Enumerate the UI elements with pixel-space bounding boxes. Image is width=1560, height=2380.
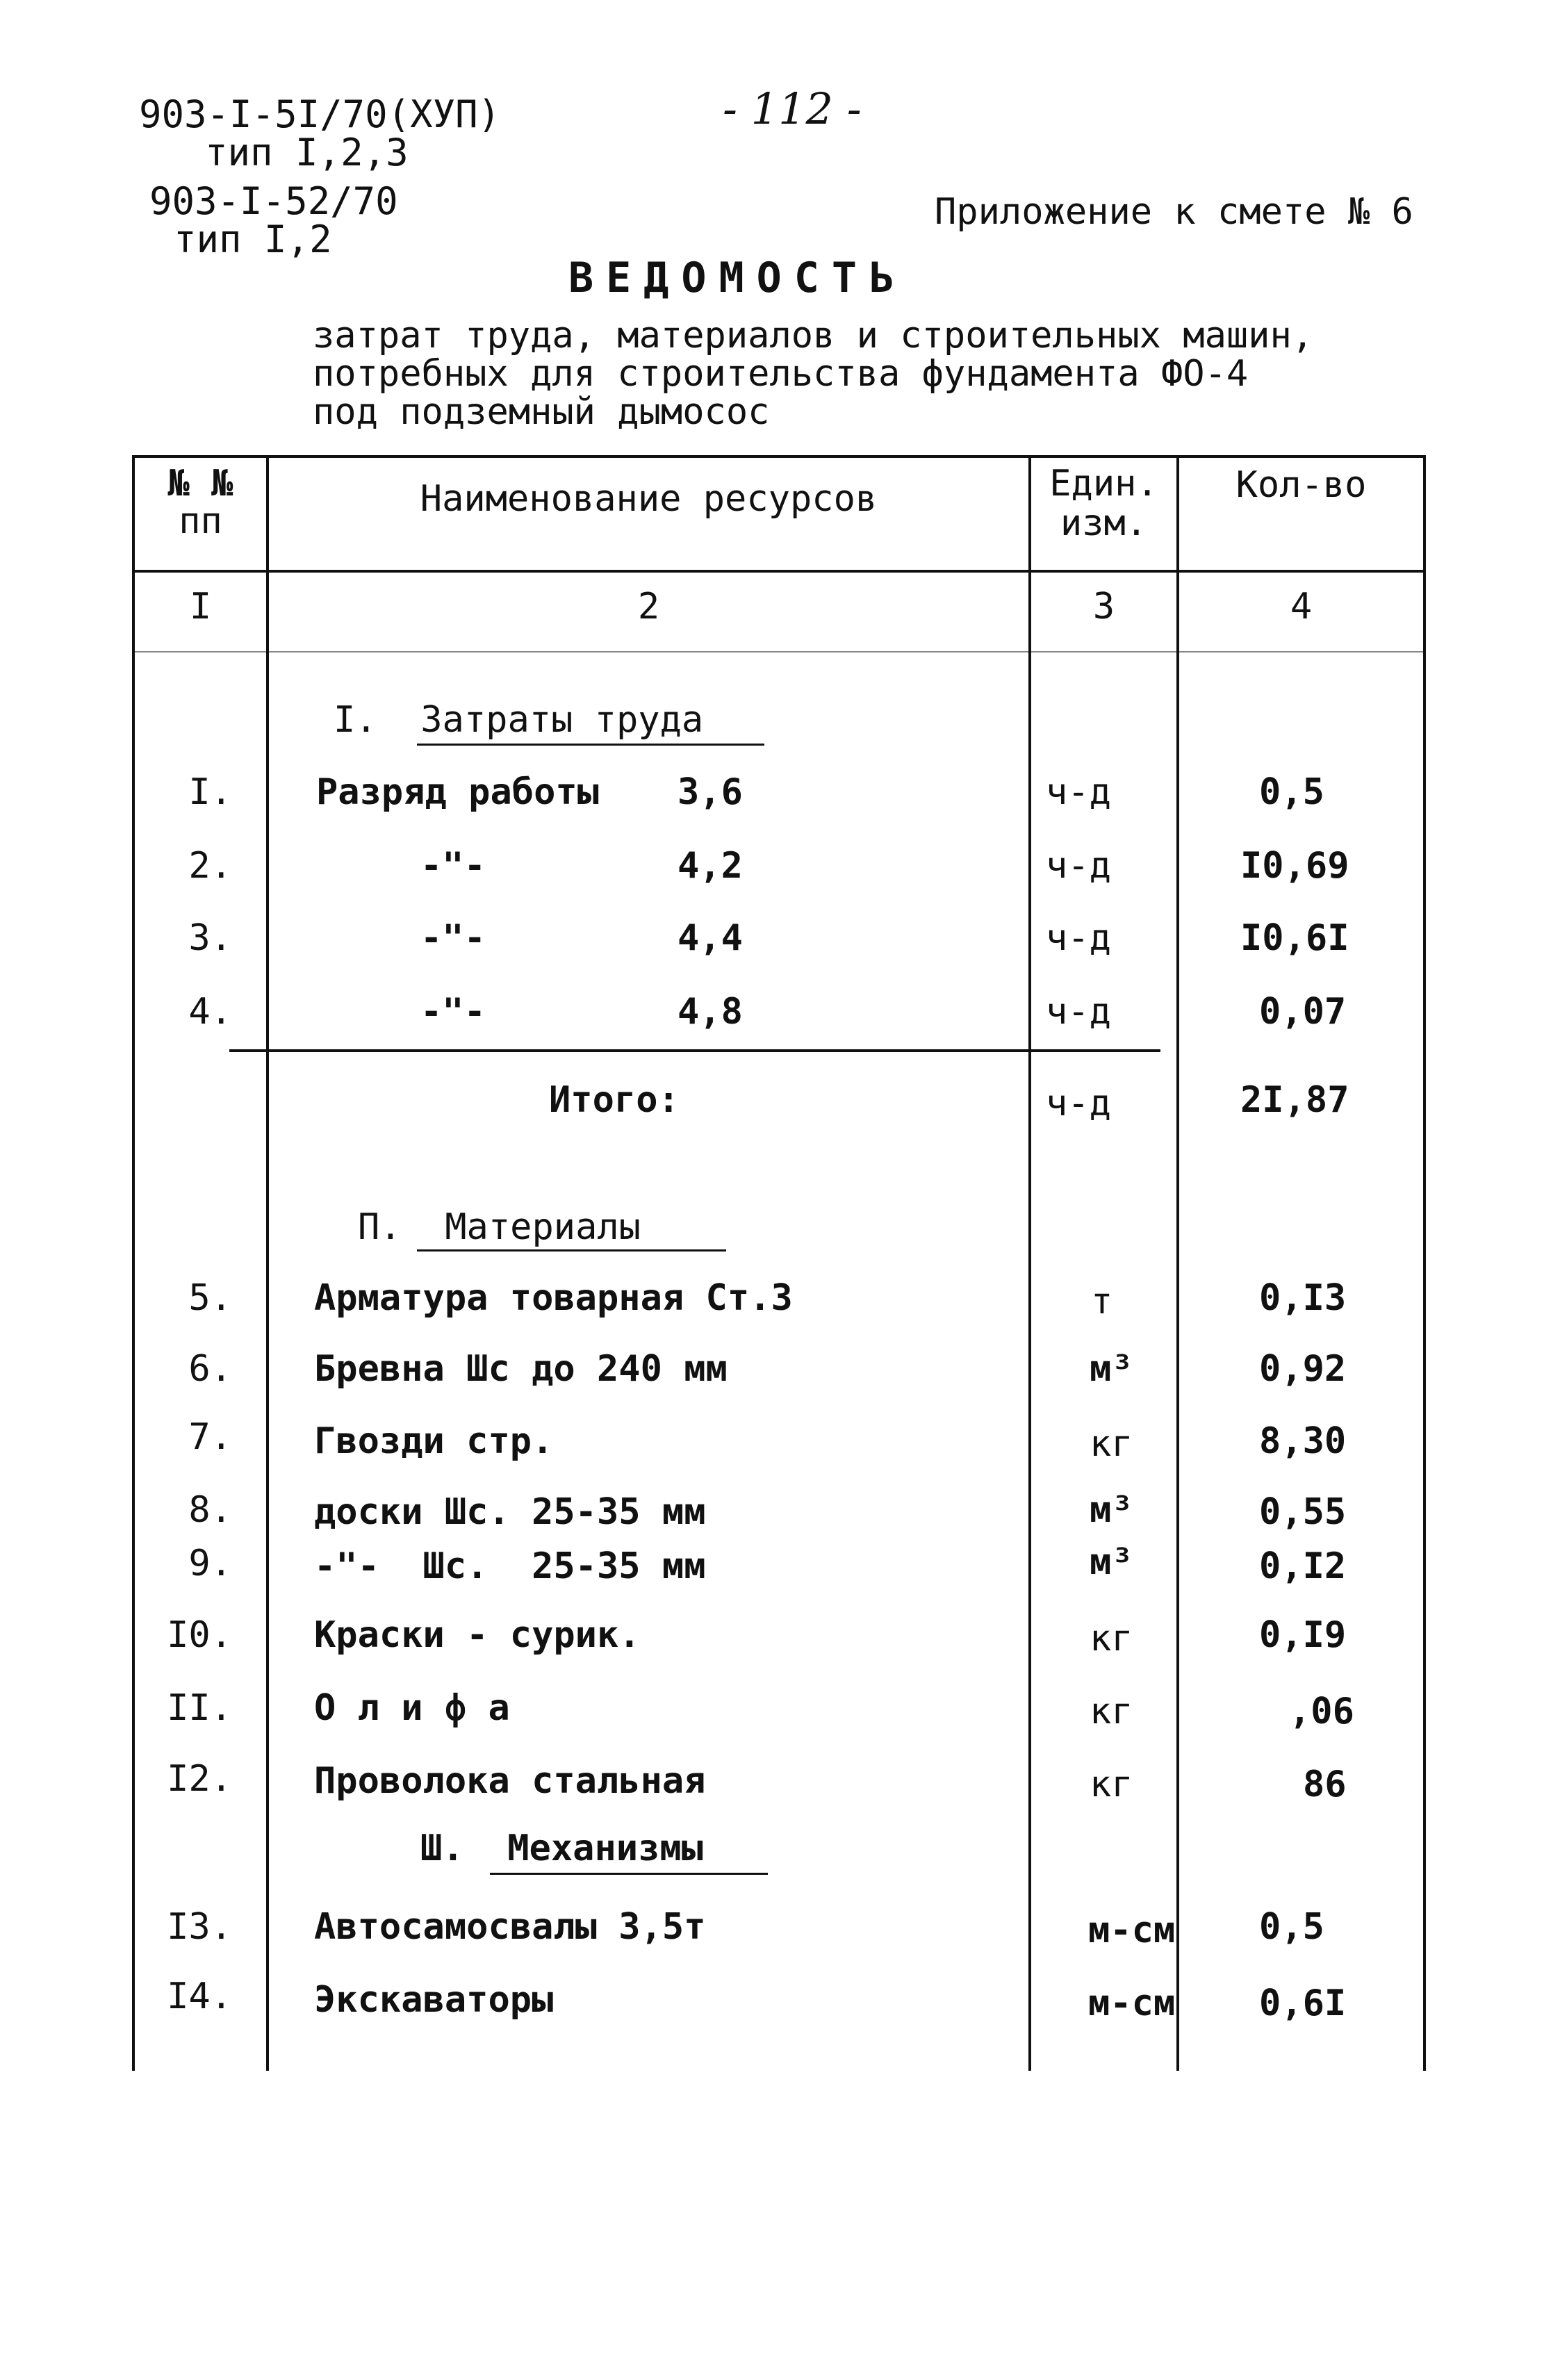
total-label: Итого: (549, 1079, 680, 1121)
machine-row-unit-14: м-см (1088, 1983, 1176, 2024)
header-num-line2: пп (179, 500, 222, 542)
total-qty: 2I,87 (1240, 1079, 1349, 1121)
material-row-num-11: II. (167, 1687, 232, 1729)
labor-row-grade-4: 4,8 (678, 991, 743, 1033)
material-row-num-7: 7. (188, 1416, 232, 1458)
table-header-border (132, 570, 1424, 573)
section-materials-underline (417, 1249, 726, 1251)
material-row-qty-11: ,06 (1289, 1691, 1354, 1732)
header-unit-line2: изм. (1060, 502, 1148, 544)
labor-row-unit-1: ч-д (1046, 771, 1111, 813)
material-row-name-7: Гвозди стр. (314, 1420, 554, 1462)
section-labor-heading (334, 700, 703, 739)
material-row-qty-8: 0,55 (1259, 1491, 1347, 1533)
table-col-divider-2 (1028, 455, 1031, 2071)
section-materials-title: П. Материалы (358, 1206, 641, 1248)
table-col-divider-3 (1176, 455, 1179, 2071)
total-unit: ч-д (1046, 1083, 1111, 1124)
section-machines-title: Ш. Механизмы (420, 1828, 703, 1869)
labor-row-qty-2: I0,69 (1240, 845, 1349, 887)
machine-row-num-14: I4. (167, 1976, 232, 2017)
labor-row-name-4: -"- (420, 991, 486, 1033)
labor-row-name-3: -"- (420, 917, 486, 959)
material-row-qty-6: 0,92 (1259, 1348, 1347, 1390)
labor-row-qty-3: I0,6I (1240, 917, 1349, 959)
labor-row-grade-1: 3,6 (678, 771, 743, 813)
page-number: - 112 - (723, 83, 862, 134)
labor-row-num-3: 3. (188, 917, 232, 959)
material-row-qty-9: 0,I2 (1259, 1545, 1347, 1587)
material-row-name-8: доски Шс. 25-35 мм (314, 1491, 706, 1533)
machine-row-name-13: Автосамосвалы 3,5т (314, 1906, 706, 1948)
section-labor-title: I. Затраты труда (334, 699, 704, 741)
document-title: ВЕДОМОСТЬ (568, 254, 908, 302)
labor-row-grade-3: 4,4 (678, 917, 743, 959)
col-number-3: 3 (1092, 586, 1115, 627)
material-row-unit-7: кг (1090, 1423, 1133, 1465)
subtitle-line-1: затрат труда, материалов и строительных машин, (313, 315, 1314, 356)
labor-row-qty-1: 0,5 (1259, 771, 1324, 813)
material-row-unit-12: кг (1090, 1764, 1133, 1805)
doc-type-2: тип I,2 (174, 218, 332, 261)
material-row-qty-12: 86 (1303, 1764, 1347, 1805)
labor-row-num-2: 2. (188, 845, 232, 887)
section-labor-underline (417, 744, 764, 746)
header-name: Наименование ресурсов (420, 478, 878, 520)
material-row-unit-8: м³ (1090, 1489, 1133, 1531)
machine-row-qty-14: 0,6I (1259, 1983, 1347, 2024)
material-row-num-10: I0. (167, 1614, 232, 1656)
material-row-name-12: Проволока стальная (314, 1760, 706, 1802)
col-number-1: I (189, 586, 212, 627)
header-unit-line1: Един. (1049, 463, 1158, 504)
header-qty: Кол-во (1235, 464, 1367, 506)
material-row-num-6: 6. (188, 1348, 232, 1390)
table-left-border (132, 455, 135, 2071)
machine-row-name-14: Экскаваторы (314, 1979, 554, 2021)
table-right-border (1423, 455, 1426, 2071)
material-row-num-8: 8. (188, 1489, 232, 1531)
machine-row-qty-13: 0,5 (1259, 1906, 1324, 1948)
subtitle-line-3: под подземный дымосос (313, 391, 770, 433)
material-row-qty-5: 0,I3 (1259, 1277, 1347, 1319)
material-row-name-10: Краски - сурик. (314, 1614, 641, 1656)
table-col-divider-1 (266, 455, 269, 2071)
material-row-name-9: -"- Шс. 25-35 мм (314, 1545, 706, 1587)
material-row-unit-5: т (1091, 1281, 1113, 1322)
material-row-name-11: О л и ф а (314, 1687, 510, 1729)
doc-type-1: тип I,2,3 (205, 131, 409, 174)
material-row-num-9: 9. (188, 1543, 232, 1584)
material-row-unit-11: кг (1090, 1691, 1133, 1732)
table-colnum-border (132, 651, 1424, 653)
material-row-name-6: Бревна Шс до 240 мм (314, 1348, 728, 1390)
labor-row-name-2: -"- (420, 845, 486, 887)
machine-row-num-13: I3. (167, 1906, 232, 1948)
doc-code-2: 903-I-52/70 (149, 179, 398, 223)
material-row-qty-7: 8,30 (1259, 1420, 1347, 1462)
material-row-unit-9: м³ (1090, 1541, 1133, 1583)
labor-row-name-1: Разряд работы (316, 771, 599, 813)
labor-row-num-4: 4. (188, 991, 232, 1033)
labor-row-qty-4: 0,07 (1259, 991, 1347, 1033)
section-materials-heading (358, 1208, 641, 1247)
labor-row-grade-2: 4,2 (678, 845, 743, 887)
labor-row-num-1: I. (188, 771, 232, 813)
labor-row-unit-4: ч-д (1046, 991, 1111, 1033)
subtitle-line-2: потребных для строительства фундамента ФО-4 (313, 353, 1249, 395)
section-machines-heading (420, 1829, 703, 1868)
material-row-num-5: 5. (188, 1277, 232, 1319)
header-num-line1: № № (167, 463, 233, 504)
labor-row-unit-3: ч-д (1046, 917, 1111, 959)
machine-row-unit-13: м-см (1088, 1910, 1176, 1951)
col-number-4: 4 (1290, 586, 1313, 627)
material-row-name-5: Арматура товарная Ст.3 (314, 1277, 793, 1319)
material-row-unit-10: кг (1090, 1618, 1133, 1659)
section-machines-underline (490, 1873, 768, 1875)
col-number-2: 2 (637, 586, 660, 627)
table-top-border (132, 455, 1424, 458)
material-row-qty-10: 0,I9 (1259, 1614, 1347, 1656)
labor-row-unit-2: ч-д (1046, 845, 1111, 887)
material-row-num-12: I2. (167, 1758, 232, 1800)
material-row-unit-6: м³ (1090, 1348, 1133, 1390)
subtotal-separator (229, 1049, 1160, 1052)
appendix-label: Приложение к смете № 6 (935, 191, 1413, 233)
doc-code-1: 903-I-5I/70(ХУП) (139, 92, 501, 136)
